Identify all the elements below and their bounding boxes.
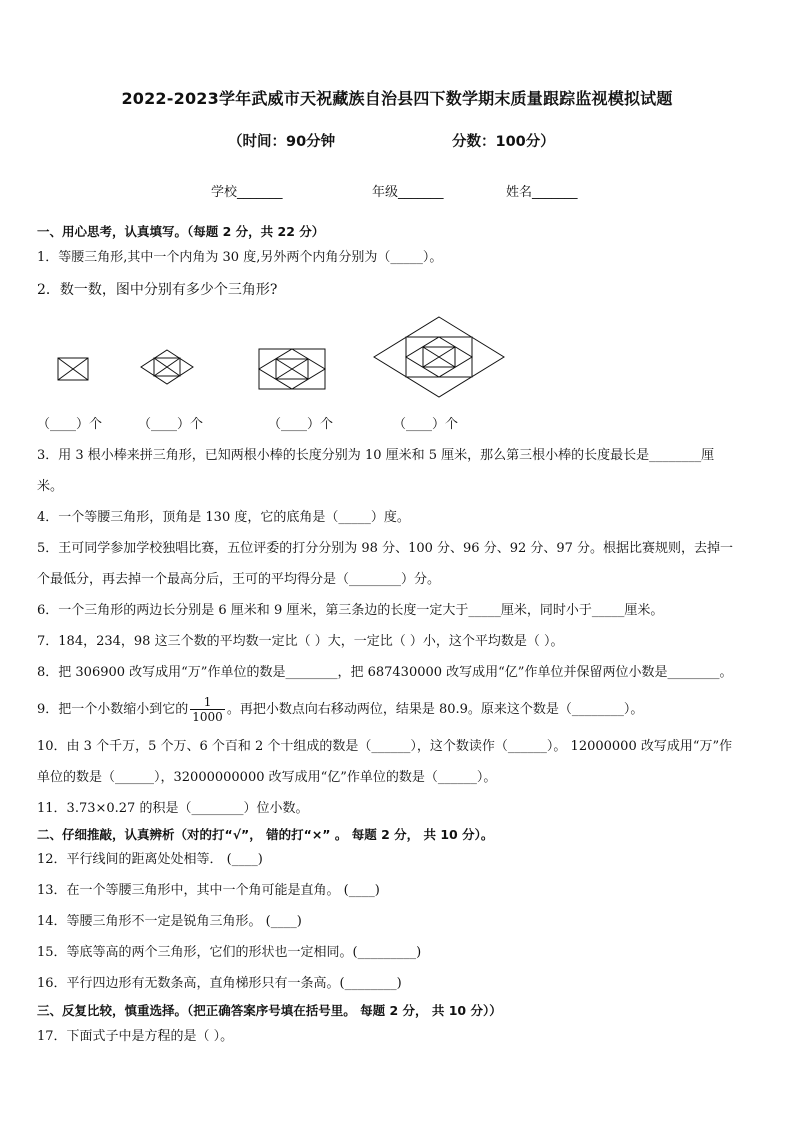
section1-heading: 一、用心思考，认真填写。（每题 2 分，共 22 分） [37,224,325,239]
question-9-suffix: 。再把小数点向右移动两位，结果是 80.9。原来这个数是（________）。 [226,702,644,717]
exam-time: （时间：90分钟 [228,134,336,150]
question-4: 4．一个等腰三角形，顶角是 130 度，它的底角是（_____）度。 [37,510,410,525]
question-11: 11．3.73×0.27 的积是（________）位小数。 [37,801,309,816]
figure-3-nested-rect [258,348,326,390]
question-16: 16．平行四边形有无数条高，直角梯形只有一条高。(________) [37,976,402,991]
question-7: 7．184，234，98 这三个数的平均数一定比（ ）大，一定比（ ）小，这个平均数是（ ）。 [37,634,564,649]
figure-4-answer: （____）个 [393,417,459,432]
section2-heading: 二、仔细推敲，认真辨析（对的打“√”， 错的打“×” 。 每题 2 分， 共 10 分）。 [37,827,494,842]
question-9 [37,690,643,730]
figure-3-answer: （____）个 [268,417,334,432]
fraction-numerator: 1 [190,695,225,710]
name-field: 姓名_______ [506,185,578,200]
exam-score: 分数：100分） [452,134,555,150]
grade-field: 年级_______ [372,185,444,200]
figure-4-large-diamond [373,316,505,398]
question-17: 17．下面式子中是方程的是（ ）。 [37,1029,234,1044]
figure-2-answer: （____）个 [138,417,204,432]
figure-1-rect-x [57,357,89,381]
question-14: 14．等腰三角形不一定是锐角三角形。 (____) [37,914,302,929]
question-10-line1: 10．由 3 个千万，5 个万、6 个百和 2 个十组成的数是（______），这个数读作（______）。 12000000 改写成用“万”作 [37,739,733,754]
school-field: 学校_______ [211,185,283,200]
figure-2-diamond [140,349,194,385]
figure-1-answer: （____）个 [37,417,103,432]
question-9-prefix: 9．把一个小数缩小到它的 [37,702,189,717]
question-13: 13．在一个等腰三角形中，其中一个角可能是直角。 (____) [37,883,380,898]
page-title: 2022-2023学年武威市天祝藏族自治县四下数学期末质量跟踪监视模拟试题 [121,89,673,108]
question-5-line1: 5．王可同学参加学校独唱比赛，五位评委的打分分别为 98 分、100 分、96 分、92 分、97 分。根据比赛规则，去掉一 [37,541,734,556]
question-12: 12．平行线间的距离处处相等． (____) [37,852,263,867]
question-1: 1．等腰三角形,其中一个内角为 30 度,另外两个内角分别为（_____）。 [37,250,443,265]
question-5-line2: 个最低分，再去掉一个最高分后，王可的平均得分是（________）分。 [37,572,441,587]
section3-heading: 三、反复比较，慎重选择。（把正确答案序号填在括号里。 每题 2 分， 共 10 分）） [37,1003,502,1018]
question-6: 6．一个三角形的两边长分别是 6 厘米和 9 厘米，第三条边的长度一定大于_____厘米，同时小于_____厘米。 [37,603,664,618]
question-3-line2: 米。 [37,479,64,494]
fraction-denominator: 1000 [192,710,223,724]
question-15: 15．等底等高的两个三角形，它们的形状也一定相同。(_________) [37,945,422,960]
fraction [190,695,225,724]
question-3-line1: 3．用 3 根小棒来拼三角形，已知两根小棒的长度分别为 10 厘米和 5 厘米，那么第三根小棒的长度最长是________厘 [37,448,715,463]
question-2: 2．数一数，图中分别有多少个三角形? [37,282,278,298]
question-10-line2: 单位的数是（______），32000000000 改写成用“亿”作单位的数是（______）。 [37,770,497,785]
question-8: 8．把 306900 改写成用“万”作单位的数是________，把 687430000 改写成用“亿”作单位并保留两位小数是________。 [37,665,733,680]
